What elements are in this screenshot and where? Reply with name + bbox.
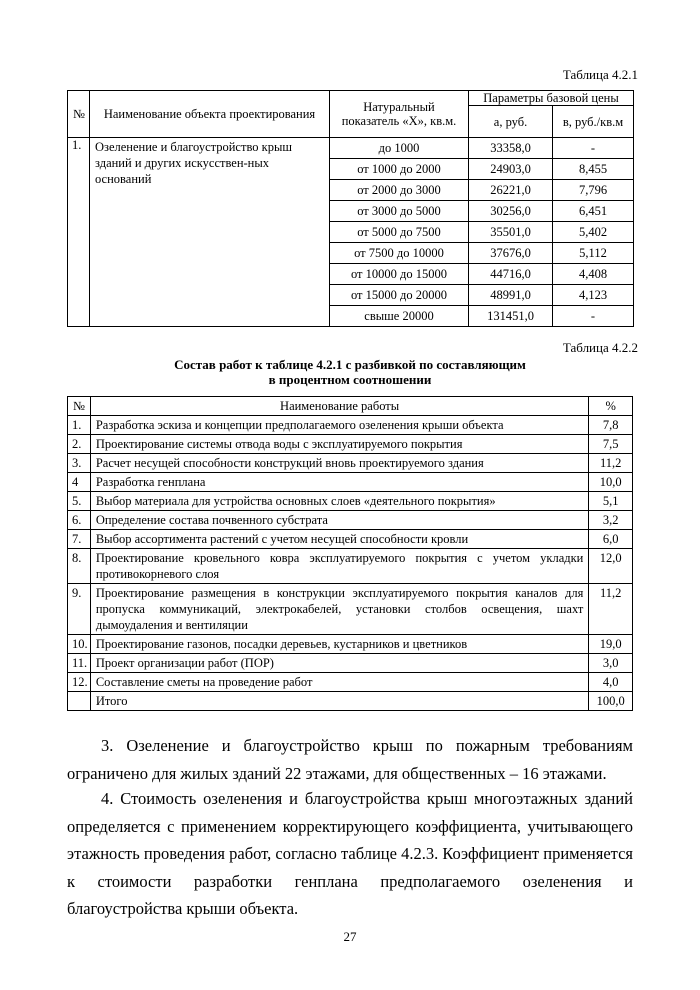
range-cell: от 15000 до 20000 (330, 285, 469, 306)
row-number: 8. (68, 549, 91, 584)
work-name: Выбор ассортимента растений с учетом несущей способности кровли (90, 530, 589, 549)
work-name: Проект организации работ (ПОР) (90, 654, 589, 673)
range-cell: до 1000 (330, 138, 469, 159)
work-name: Выбор материала для устройства основных слоев «деятельного покрытия» (90, 492, 589, 511)
range-cell: от 5000 до 7500 (330, 222, 469, 243)
table-row (68, 138, 634, 159)
table-row (68, 492, 633, 511)
work-name: Проектирование кровельного ковра эксплуатируемого покрытия с учетом укладки противокорневого слоя (90, 549, 589, 584)
total-percent: 100,0 (589, 692, 633, 711)
range-cell: от 1000 до 2000 (330, 159, 469, 180)
param-b-cell: 4,123 (553, 285, 634, 306)
work-percent: 11,2 (589, 584, 633, 635)
table-row (68, 435, 633, 454)
table2-title (67, 357, 633, 387)
col-header-object-name: Наименование объекта проектирования (90, 91, 330, 138)
col-header-num: № (68, 91, 90, 138)
col-header-work-name: Наименование работы (90, 397, 589, 416)
total-row (68, 692, 633, 711)
param-a-cell: 131451,0 (469, 306, 553, 327)
table-row (68, 635, 633, 654)
param-a-cell: 37676,0 (469, 243, 553, 264)
item-number: 1. (68, 138, 90, 327)
table-row (68, 530, 633, 549)
range-cell: от 3000 до 5000 (330, 201, 469, 222)
work-percent: 5,1 (589, 492, 633, 511)
table2-title-line2: в процентном соотношении (268, 372, 432, 387)
param-a-cell: 33358,0 (469, 138, 553, 159)
param-a-cell: 24903,0 (469, 159, 553, 180)
param-b-cell: 6,451 (553, 201, 634, 222)
range-cell: от 2000 до 3000 (330, 180, 469, 201)
table2-caption: Таблица 4.2.2 (562, 340, 638, 355)
col-header-param-b: в, руб./кв.м (553, 106, 634, 138)
range-cell: от 10000 до 15000 (330, 264, 469, 285)
work-name: Разработка генплана (90, 473, 589, 492)
row-number: 4 (68, 473, 91, 492)
base-price-table (67, 90, 634, 327)
work-composition-table (67, 396, 633, 711)
param-a-cell: 35501,0 (469, 222, 553, 243)
row-number: 1. (68, 416, 91, 435)
col-header-param-a: а, руб. (469, 106, 553, 138)
work-percent: 12,0 (589, 549, 633, 584)
param-a-cell: 48991,0 (469, 285, 553, 306)
table2-title-line1: Состав работ к таблице 4.2.1 с разбивкой по составляющим (174, 357, 526, 372)
work-percent: 3,2 (589, 511, 633, 530)
work-name: Проектирование системы отвода воды с эксплуатируемого покрытия (90, 435, 589, 454)
table-row (68, 511, 633, 530)
work-name: Расчет несущей способности конструкций вновь проектируемого здания (90, 454, 589, 473)
param-b-cell: - (553, 138, 634, 159)
table-row (68, 416, 633, 435)
table-row (68, 454, 633, 473)
row-number: 9. (68, 584, 91, 635)
range-cell: свыше 20000 (330, 306, 469, 327)
param-a-cell: 26221,0 (469, 180, 553, 201)
row-number: 3. (68, 454, 91, 473)
work-name: Разработка эскиза и концепции предполагаемого озеленения крыши объекта (90, 416, 589, 435)
work-percent: 7,8 (589, 416, 633, 435)
work-name: Проектирование размещения в конструкции эксплуатируемого покрытия каналов для пропуска коммуникаций, электрокабелей, установки столбов освещения, шахт дымоудаления и вентиляции (90, 584, 589, 635)
param-a-cell: 44716,0 (469, 264, 553, 285)
row-number: 12. (68, 673, 91, 692)
table-row (68, 654, 633, 673)
table-row (68, 673, 633, 692)
work-percent: 19,0 (589, 635, 633, 654)
row-number: 7. (68, 530, 91, 549)
paragraph-4: 4. Стоимость озеленения и благоустройства крыш многоэтажных зданий определяется с применением корректирующего коэффициента, учитывающего этажность проведения работ, согласно таблице 4.2.3. Коэффициент применяется к стоимости разработки генплана предполагаемого озеленения и благоустройства крыши объекта. (67, 789, 633, 918)
page-number: 27 (343, 929, 357, 944)
table1-caption: Таблица 4.2.1 (562, 67, 638, 82)
row-number: 6. (68, 511, 91, 530)
param-b-cell: 5,402 (553, 222, 634, 243)
work-percent: 4,0 (589, 673, 633, 692)
row-number: 10. (68, 635, 91, 654)
work-percent: 3,0 (589, 654, 633, 673)
param-b-cell: - (553, 306, 634, 327)
table-row (68, 584, 633, 635)
item-name: Озеленение и благоустройство крыш зданий и других искусствен-ных оснований (90, 138, 330, 327)
row-number (68, 692, 91, 711)
row-number: 5. (68, 492, 91, 511)
row-number: 11. (68, 654, 91, 673)
work-percent: 7,5 (589, 435, 633, 454)
param-b-cell: 8,455 (553, 159, 634, 180)
col-header-num: № (68, 397, 91, 416)
row-number: 2. (68, 435, 91, 454)
param-b-cell: 5,112 (553, 243, 634, 264)
table-row (68, 473, 633, 492)
total-label: Итого (90, 692, 589, 711)
param-b-cell: 7,796 (553, 180, 634, 201)
col-header-base-price-params: Параметры базовой цены (469, 91, 634, 106)
work-percent: 11,2 (589, 454, 633, 473)
table-row (68, 549, 633, 584)
param-b-cell: 4,408 (553, 264, 634, 285)
col-header-percent: % (589, 397, 633, 416)
work-name: Проектирование газонов, посадки деревьев, кустарников и цветников (90, 635, 589, 654)
param-a-cell: 30256,0 (469, 201, 553, 222)
range-cell: от 7500 до 10000 (330, 243, 469, 264)
work-name: Определение состава почвенного субстрата (90, 511, 589, 530)
col-header-natural-indicator: Натуральный показатель «X», кв.м. (330, 91, 469, 138)
paragraph-3: 3. Озеленение и благоустройство крыш по пожарным требованиям ограничено для жилых зданий 22 этажами, для общественных – 16 этажами. (67, 736, 633, 783)
work-percent: 10,0 (589, 473, 633, 492)
work-name: Составление сметы на проведение работ (90, 673, 589, 692)
work-percent: 6,0 (589, 530, 633, 549)
